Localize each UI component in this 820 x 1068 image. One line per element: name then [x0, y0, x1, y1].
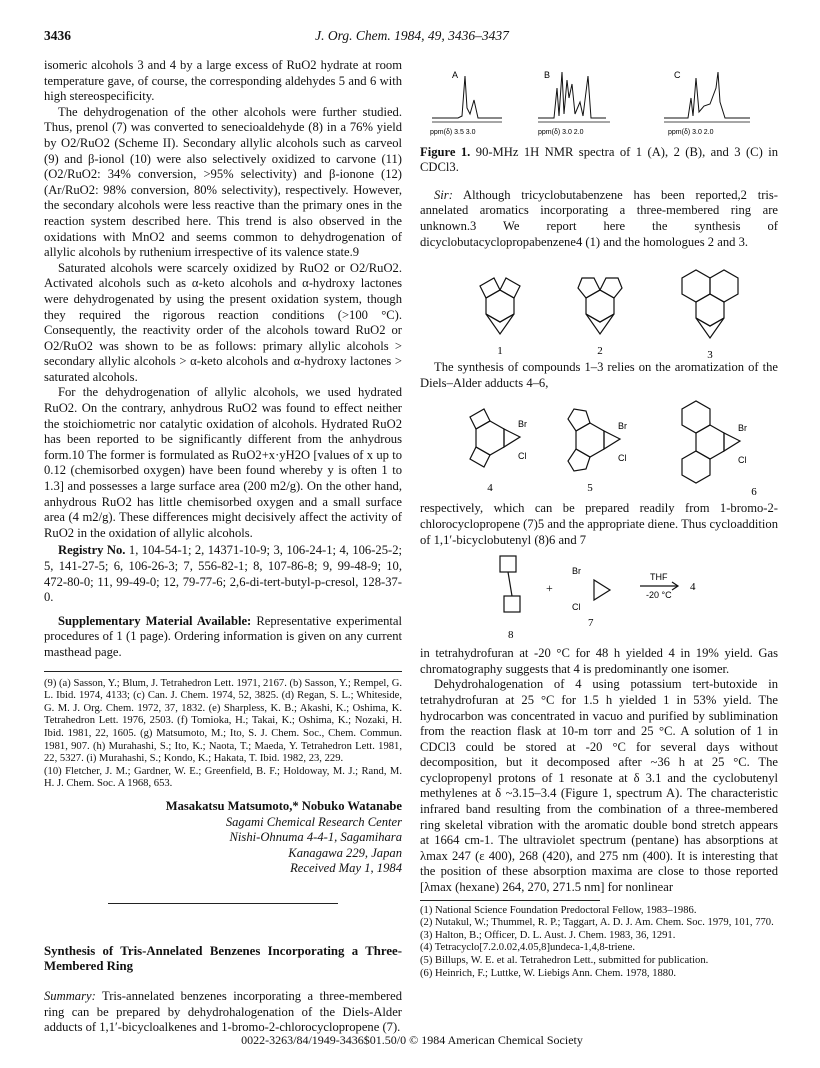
summary-text: Tris-annelated benzenes incorporating a three-membered ring can be prepared by dehydrohalogenation of the Diels-Alder adducts of 1,1′-bicycloalkenes and 1-bromo-2-chlorocyclopropene (7).: [44, 989, 402, 1035]
plus-sign: +: [546, 581, 553, 596]
axis-label: ppm(δ) 3.5 3.0: [430, 129, 476, 136]
reference: (6) Heinrich, F.; Luttke, W. Liebigs Ann. Chem. 1978, 1880.: [420, 967, 677, 979]
nmr-spectra: [420, 58, 778, 140]
bromo-label: Br: [572, 566, 581, 577]
reference-9: (9) (a) Sasson, Y.; Blum, J. Tetrahedron Lett. 1971, 2167. (b) Sasson, Y.; Rempel, G. L. Ibid. 1974, 4133; (c) Can. J. Chem. 1974, 52, 3825. (d) Regan, S. L.; Whiteside, G. M. J. Org. Chem. 1972, 37, 1832. (e) Sharpless, K. B.; Akashi, K.; Oshima, K. Tetrahedron Lett. 1976, 2503. (f) Tomioka, H.; Takai, K.; Oshima, K.; Nozaki, H. Ibid. 1981, 22, 1605. (g) Matsumoto, M.; Ito, S. J. Chem. Soc., Chem. Commun. 1981, 907. (h) Murahashi, S.; Ito, K.; Naota, T.; Maeda, Y. Tetrahedron Lett. 1981, 22, 5327. (i) Murahashi, S.; Kondo, K.; Hakata, T. Ibid. 1982, 23, 229.: [44, 677, 402, 765]
paragraph: The synthesis of compounds 1–3 relies on the aromatization of the Diels–Alder adducts 4–6,: [420, 360, 778, 390]
registry-numbers: [44, 543, 402, 605]
received-date: Received May 1, 1984: [290, 861, 402, 876]
figure-label: Figure 1.: [420, 144, 471, 159]
summary: [44, 989, 402, 1036]
temperature-label: -20 °C: [646, 590, 672, 601]
supplementary-material: [44, 614, 402, 661]
registry-label: Registry No.: [58, 543, 126, 558]
divider: [420, 900, 600, 901]
author-block: [44, 799, 402, 877]
paragraph: Saturated alcohols were scarcely oxidized by RuO2 or O2/RuO2. Activated alcohols such as α-keto alcohols and α-hydroxy lactones were dehydrogenated by using the present oxidation system, though they required the rigorous reaction conditions (>100 °C). Consequently, the reactivity order of the alcohols toward RuO2 or O2/RuO2 was shown to be as follows: primary allylic alcohols > secondary allylic alcohols > α-keto alcohols and α-hydroxy lactones > saturated alcohols.: [44, 260, 402, 384]
compound-label: 2: [597, 345, 603, 358]
paragraph: Dehydrohalogenation of 4 using potassium tert-butoxide in tetrahydrofuran at 25 °C for 1.5 h yielded 1 in 53% yield. The hydrocarbon was concentrated in vacuo and purified by sublimination from the reaction flask at 10-m torr and 25 °C. A solution of 1 in CDCl3 could be stored at -20 °C for several days without decomposition, but it decomposed after ~36 h at 25 °C. The cyclopropenyl protons of 1 resonate at δ 3.1 and the cyclobutenyl methylenes at δ ~3.15–3.4 (Figure 1, spectrum A). The characteristic infrared band resulting from the combination of a three-membered ring skeletal vibration with the aromatic double bond stretch appears at 1664 cm-1. The ultraviolet spectrum (pentane) has absorptions at λmax 247 (ε 400), 268 (420), and 275 nm (400). It is interesting that the position of these absorption maxima are close to those reported [λmax (hexane) 264, 270, 271.5 nm] for nonlinear: [420, 677, 778, 895]
journal-citation: J. Org. Chem. 1984, 49, 3436–3437: [315, 28, 509, 43]
benzene-ring-1: [486, 290, 514, 322]
affiliation: Kanagawa 229, Japan: [288, 845, 402, 860]
summary-label: Summary:: [44, 989, 96, 1004]
paragraph: The dehydrogenation of the other alcohols were further studied. Thus, prenol (7) was converted to senecioaldehyde (8) in a 76% yield by O2/RuO2 (Scheme II). Secondary allylic alcohols such as carveol (9) and β-ionol (10) were also selectively oxidized to carvone (11) (O2/RuO2: 34% conversion, >95% selectivity) and β-ionone (12) (Ar/RuO2: 98% conversion, 80% selectivity), respectively. However, the secondary alcohols were less reactive than the primary ones in the reaction system described here. This trend is also observed in the oxidations with MnO2 and seems common to dehydrogenation of allylic alcohols by ruthenium irrespective of its valence state.9: [44, 104, 402, 260]
bromo-label: Br: [618, 421, 627, 432]
compound-label: 8: [508, 629, 514, 642]
right-column: [420, 58, 778, 980]
sir-label: Sir:: [434, 187, 453, 202]
adduct-structures: [420, 391, 778, 501]
affiliation: Nishi-Ohnuma 4-4-1, Sagamihara: [229, 830, 402, 845]
supplementary-label: Supplementary Material Available:: [58, 613, 252, 628]
reference: (5) Billups, W. E. et al. Tetrahedron Lett., submitted for publication.: [420, 955, 709, 966]
bromo-label: Br: [518, 419, 527, 430]
product-label: 4: [690, 581, 696, 594]
letter-opening-text: Although tricyclobutabenzene has been reported,2 tris-annelated aromatics incorporating a three-membered ring are unknown.3 We report here the synthesis of dicyclobutacyclopropabenzene4 (1) and the homologues 2 and 3.: [420, 187, 778, 249]
reference: (4) Tetracyclo[7.2.0.02,4.05,8]undeca-1,4,8-triene.: [420, 942, 635, 954]
spectrum-label-b: B: [544, 70, 551, 80]
paragraph: respectively, which can be prepared readily from 1-bromo-2-chlorocyclopropene (7)5 and the appropriate diene. Thus cycloaddition of 1,1′-bicyclobutenyl (8)6 and 7: [420, 501, 778, 547]
compound-label: 6: [751, 486, 757, 499]
paragraph: in tetrahydrofuran at -20 °C for 48 h yielded 4 in 19% yield. Gas chromatography suggests that 4 is predominantly one isomer.: [420, 646, 778, 676]
divider: [108, 903, 338, 904]
structures-1-3: [420, 250, 778, 360]
reference: (1) National Science Foundation Predoctoral Fellow, 1983–1986.: [420, 904, 697, 916]
chloro-label: Cl: [572, 602, 581, 613]
axis-label: ppm(δ) 3.0 2.0: [668, 129, 714, 136]
page-header: [44, 28, 780, 48]
reaction-scheme: [420, 548, 778, 646]
reference: (2) Nutakul, W.; Thummel, R. P.; Taggart, A. D. J. Am. Chem. Soc. 1979, 101, 770.: [420, 917, 774, 929]
compound-label: 7: [588, 617, 594, 630]
page-footer: 0022-3263/84/1949-3436$01.50/0 © 1984 American Chemical Society: [241, 1033, 583, 1047]
cycloaddition-scheme: [420, 548, 778, 646]
affiliation: Sagami Chemical Research Center: [225, 814, 402, 829]
target-structures: [420, 250, 778, 360]
compound-label: 1: [497, 345, 503, 358]
reference: (3) Halton, B.; Officer, D. L. Aust. J. Chem. 1983, 36, 1291.: [420, 929, 676, 941]
chloro-label: Cl: [618, 453, 627, 464]
figure-caption-text: 90-MHz 1H NMR spectra of 1 (A), 2 (B), and 3 (C) in CDCl3.: [420, 144, 778, 175]
compound-label: 5: [587, 482, 593, 495]
divider: [44, 671, 402, 672]
spectrum-label-a: A: [452, 70, 459, 80]
references-1-6: [420, 905, 778, 981]
spectrum-a-trace: [432, 76, 502, 118]
nmr-figure: [420, 58, 778, 176]
registry-text: 1, 104-54-1; 2, 14371-10-9; 3, 106-24-1; 4, 106-25-2; 5, 141-27-5; 6, 106-26-3; 7, 556-82-1; 8, 107-86-8; 9, 99-48-9; 10, 472-80-0; 11, 99-49-0; 12, 79-77-6; 2,6-di-tert-butyl-p-cresol, 128-37-0.: [44, 543, 402, 605]
benzene-ring-3: [696, 294, 724, 326]
spectrum-label-c: C: [674, 70, 681, 80]
chloro-label: Cl: [518, 451, 527, 462]
letter-opening: [420, 188, 778, 250]
benzene-ring-2: [586, 290, 614, 322]
supplementary-text: Representative experimental procedures of 1 (1 page). Ordering information is given on any current masthead page.: [44, 613, 403, 659]
reference-10: (10) Fletcher, J. M.; Gardner, W. E.; Greenfield, B. F.; Holdoway, M. J.; Rand, M. H. J. Chem. Soc. A 1968, 653.: [44, 765, 402, 790]
figure-caption: [420, 145, 778, 176]
bromo-label: Br: [738, 423, 747, 434]
article-title: Synthesis of Tris-Annelated Benzenes Incorporating a Three-Membered Ring: [44, 943, 402, 974]
left-column: [44, 58, 402, 1036]
paragraph: For the dehydrogenation of allylic alcohols, we used hydrated RuO2. On the contrary, anhydrous RuO2 was found to effect neither the stoichiometric nor catalytic oxidation of alcohols. Hydrated RuO2 has been reported to be significantly different from the anhydrous form.10 The former is formulated as RuO2+x·yH2O [values of x up to 0.12 (chemisorbed oxygen) have been found whereby y is often 1 to 1.3] and possesses a large surface area (200 m2/g). On the other hand, anhydrous RuO2 has little chemisorbed oxygen and a small surface area (4 m2/g). These differences might decisively affect the activity of RuO2 in the oxidation of allylic alcohols.: [44, 385, 402, 540]
paragraph: isomeric alcohols 3 and 4 by a large excess of RuO2 hydrate at room temperature gave, of course, the corresponding aldehydes 5 and 6 with high stereospecificity.: [44, 58, 402, 104]
chloro-label: Cl: [738, 455, 747, 466]
compound-label: 4: [487, 482, 493, 495]
page-number: 3436: [44, 28, 71, 43]
authors: Masakatsu Matsumoto,* Nobuko Watanabe: [165, 798, 402, 813]
axis-label: ppm(δ) 3.0 2.0: [538, 129, 584, 136]
compound-label: 3: [707, 349, 713, 361]
structures-4-6: [420, 391, 778, 501]
solvent-label: THF: [650, 572, 668, 583]
